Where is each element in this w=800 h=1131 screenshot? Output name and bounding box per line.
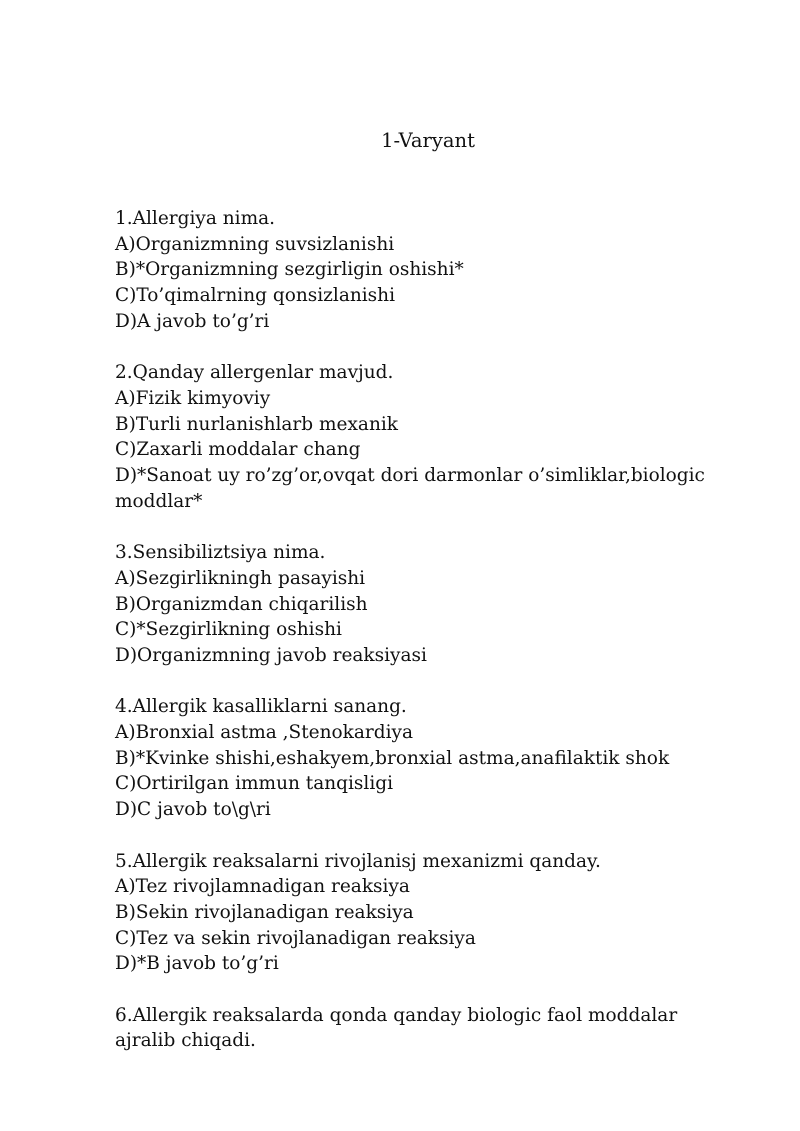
page-title: 1-Varyant	[381, 129, 475, 152]
question-2	[115, 360, 735, 514]
answer-option: A)Bronxial astma ,Stenokardiya	[115, 722, 413, 744]
answer-option: B)Turli nurlanishlarb mexanik	[115, 413, 398, 435]
answer-option: D)C javob to\g\ri	[115, 799, 271, 821]
question-text: 2.Qanday allergenlar mavjud.	[115, 362, 394, 384]
question-5	[115, 849, 735, 978]
answer-option: A)Fizik kimyoviy	[115, 387, 271, 409]
question-text: 4.Allergik kasalliklarni sanang.	[115, 696, 407, 718]
question-1	[115, 206, 735, 335]
question-4	[115, 694, 735, 823]
answer-option: B)*Organizmning sezgirligin oshishi*	[115, 259, 464, 281]
question-text: 5.Allergik reaksalarni rivojlanisj mexanizmi qanday.	[115, 850, 601, 872]
answer-option: B)*Kvinke shishi,eshakyem,bronxial astma,anafilaktik shok	[115, 747, 670, 769]
answer-option: C)Tez va sekin rivojlanadigan reaksiya	[115, 927, 476, 949]
answer-option: C)To’qimalrning qonsizlanishi	[115, 285, 396, 307]
question-3	[115, 540, 735, 669]
question-6	[115, 1003, 735, 1054]
answer-option: D)A javob to’g’ri	[115, 310, 270, 332]
answer-option: A)Tez rivojlamnadigan reaksiya	[115, 876, 410, 898]
answer-option: C)Zaxarli moddalar chang	[115, 439, 361, 461]
answer-option: B)Sekin rivojlanadigan reaksiya	[115, 901, 414, 923]
answer-option: A)Sezgirlikningh pasayishi	[115, 567, 366, 589]
question-text: 3.Sensibiliztsiya nima.	[115, 542, 326, 564]
question-text: 6.Allergik reaksalarda qonda qanday biologic faol moddalar ajralib chiqadi.	[115, 1004, 678, 1052]
questions-list	[115, 206, 735, 1080]
answer-option: A)Organizmning suvsizlanishi	[115, 233, 395, 255]
answer-option: C)Ortirilgan immun tanqisligi	[115, 773, 394, 795]
answer-option: C)*Sezgirlikning oshishi	[115, 619, 342, 641]
answer-option: D)Organizmning javob reaksiyasi	[115, 644, 427, 666]
question-text: 1.Allergiya nima.	[115, 208, 276, 229]
answer-option: B)Organizmdan chiqarilish	[115, 593, 368, 615]
answer-option: D)*Sanoat uy ro’zg’or,ovqat dori darmonlar o’simliklar,biologic moddlar*	[115, 465, 705, 512]
answer-option: D)*B javob to’g’ri	[115, 953, 279, 975]
